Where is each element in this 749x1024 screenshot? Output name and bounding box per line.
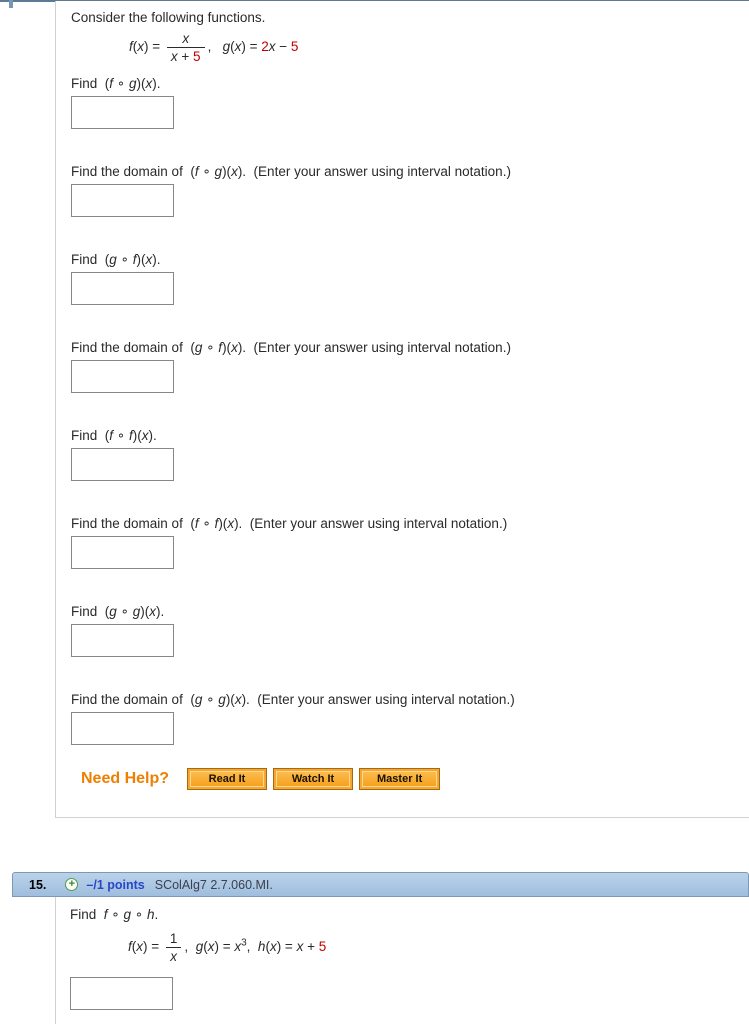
find-instruction: Find f ∘ g ∘ h. <box>70 907 159 922</box>
question-part <box>71 428 749 481</box>
given-functions-formula: f(x) = $\frac{x}{x + 5}$ , g(x) = 2x − 5 <box>129 31 299 64</box>
part-label: Find the domain of (g ∘ f)(x). (Enter your answer using interval notation.) <box>71 340 511 355</box>
textbook-reference: SColAlg7 2.7.060.MI. <box>154 877 273 892</box>
question-15-header <box>12 872 749 897</box>
need-help-section <box>71 768 749 790</box>
answer-input[interactable] <box>71 272 174 305</box>
points-label: –/1 points <box>86 877 145 892</box>
question-number: 15. <box>29 877 47 892</box>
part-label: Find (g ∘ f)(x). <box>71 252 161 267</box>
question-parts <box>71 76 749 745</box>
answer-input[interactable] <box>71 184 174 217</box>
fraction: $\frac{x}{x + 5}$ <box>167 31 205 64</box>
answer-input[interactable] <box>71 624 174 657</box>
part-label: Find the domain of (f ∘ f)(x). (Enter your answer using interval notation.) <box>71 516 508 531</box>
help-button-label: Master It <box>362 771 437 787</box>
previous-question-left-edge <box>9 0 13 8</box>
need-help-label: Need Help? <box>81 770 170 787</box>
question-part <box>71 516 749 569</box>
fraction: $\frac{1}{x}$ <box>166 931 182 964</box>
part-label: Find the domain of (g ∘ g)(x). (Enter your answer using interval notation.) <box>71 692 515 707</box>
question-intro: Consider the following functions. <box>71 10 266 25</box>
answer-input[interactable] <box>71 96 174 129</box>
given-functions-formula: f(x) = $\frac{1}{x}$ , $g(x) = x^3$, h(x) = x + 5 <box>128 931 327 964</box>
answer-input[interactable] <box>71 536 174 569</box>
question-part <box>71 340 749 393</box>
expand-plus-icon[interactable]: + <box>65 878 78 891</box>
read-it-button[interactable] <box>187 768 267 790</box>
part-label: Find (f ∘ f)(x). <box>71 428 157 443</box>
part-label: Find (f ∘ g)(x). <box>71 76 161 91</box>
answer-input[interactable] <box>71 448 174 481</box>
question-part <box>71 692 749 745</box>
part-label: Find the domain of (f ∘ g)(x). (Enter your answer using interval notation.) <box>71 164 511 179</box>
question-part <box>71 252 749 305</box>
question-14-body <box>55 1 749 818</box>
help-button-label: Watch It <box>276 771 350 787</box>
question-part <box>71 76 749 129</box>
answer-input[interactable] <box>71 712 174 745</box>
question-part <box>71 164 749 217</box>
help-button-label: Read It <box>190 771 264 787</box>
question-part <box>71 604 749 657</box>
watch-it-button[interactable] <box>273 768 353 790</box>
answer-input[interactable] <box>71 360 174 393</box>
help-buttons <box>187 768 446 790</box>
question-15-body <box>56 897 749 1010</box>
answer-input[interactable] <box>70 977 173 1010</box>
master-it-button[interactable] <box>359 768 440 790</box>
part-label: Find (g ∘ g)(x). <box>71 604 165 619</box>
